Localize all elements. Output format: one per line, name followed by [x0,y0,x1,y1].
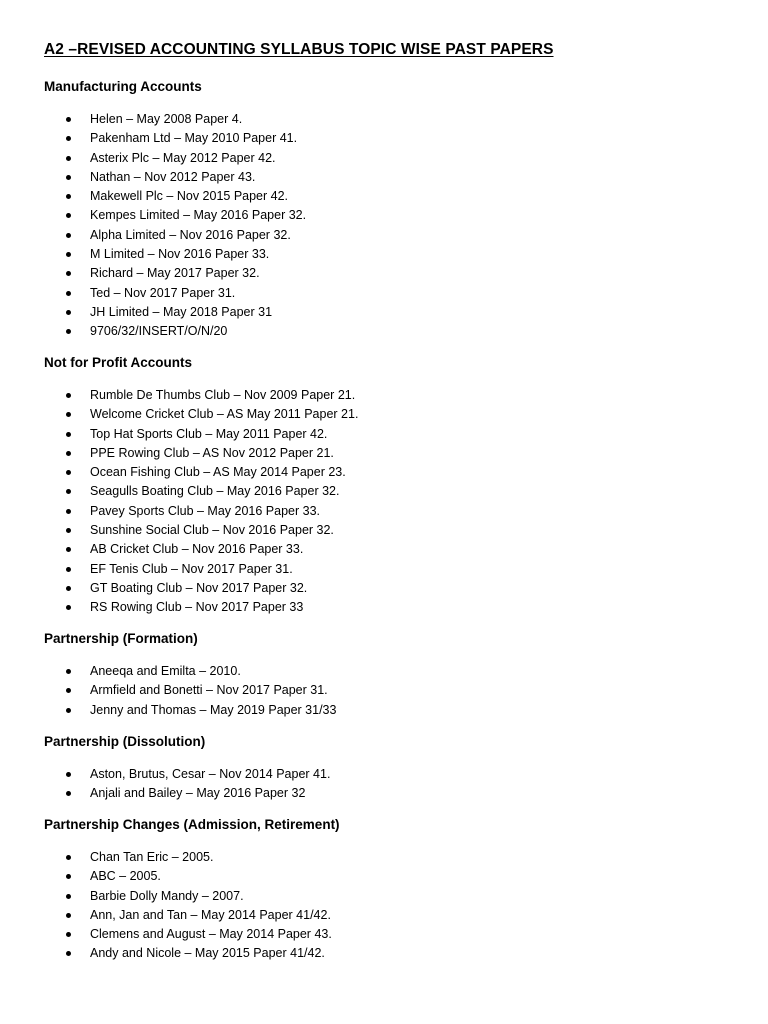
list-item-text: Anjali and Bailey – May 2016 Paper 32 [90,786,306,801]
bullet-icon [66,528,71,533]
bullet-icon [66,194,71,199]
list-item-text: ABC – 2005. [90,869,161,884]
list-item-text: Armfield and Bonetti – Nov 2017 Paper 31. [90,683,328,698]
document-title: A2 –REVISED ACCOUNTING SYLLABUS TOPIC WISE PAST PAPERS [44,41,554,58]
bullet-icon [66,117,71,122]
bullet-icon [66,951,71,956]
list-item-text: Sunshine Social Club – Nov 2016 Paper 32. [90,523,334,538]
bullet-icon [66,605,71,610]
list-item-text: Welcome Cricket Club – AS May 2011 Paper 21. [90,407,359,422]
list-item-text: Rumble De Thumbs Club – Nov 2009 Paper 21. [90,388,356,402]
bullet-icon [66,156,71,161]
bullet-icon [66,669,71,674]
list-item-text: Alpha Limited – Nov 2016 Paper 32. [90,227,291,242]
bullet-icon [66,451,71,456]
bullet-icon [66,213,71,218]
bullet-icon [66,547,71,552]
list-item-text: Seagulls Boating Club – May 2016 Paper 32. [90,484,340,499]
bullet-icon [66,175,71,180]
bullet-icon [66,329,71,334]
bullet-icon [66,586,71,591]
bullet-icon [66,567,71,572]
bullet-icon [66,708,71,713]
bullet-icon [66,791,71,796]
list-item-text: GT Boating Club – Nov 2017 Paper 32. [90,580,308,595]
bullet-icon [66,913,71,918]
bullet-icon [66,252,71,257]
list-item-text: JH Limited – May 2018 Paper 31 [90,304,273,319]
section-heading: Not for Profit Accounts [44,355,192,370]
bullet-icon [66,509,71,514]
list-item-text: Ann, Jan and Tan – May 2014 Paper 41/42. [90,907,331,922]
list-item-text: Jenny and Thomas – May 2019 Paper 31/33 [90,702,337,717]
list-item-text: Aston, Brutus, Cesar – Nov 2014 Paper 41. [90,767,331,781]
list-item-text: Pakenham Ltd – May 2010 Paper 41. [90,131,298,146]
bullet-icon [66,470,71,475]
list-item-text: AB Cricket Club – Nov 2016 Paper 33. [90,542,304,557]
list-item-text: Kempes Limited – May 2016 Paper 32. [90,208,307,223]
list-item-text: Ted – Nov 2017 Paper 31. [90,285,236,300]
list-item-text: Clemens and August – May 2014 Paper 43. [90,927,332,942]
list-item-text: Helen – May 2008 Paper 4. [90,112,243,126]
bullet-icon [66,489,71,494]
bullet-icon [66,271,71,276]
list-item-text: Andy and Nicole – May 2015 Paper 41/42. [90,946,325,961]
list-item-text: Aneeqa and Emilta – 2010. [90,664,241,678]
list-item-text: PPE Rowing Club – AS Nov 2012 Paper 21. [90,445,334,460]
bullet-icon [66,688,71,693]
bullet-icon [66,393,71,398]
bullet-icon [66,894,71,899]
section-heading: Partnership Changes (Admission, Retirement) [44,817,340,832]
list-item-text: Top Hat Sports Club – May 2011 Paper 42. [90,426,328,441]
bullet-icon [66,855,71,860]
bullet-icon [66,932,71,937]
section-heading: Partnership (Dissolution) [44,734,206,749]
bullet-icon [66,874,71,879]
bullet-icon [66,291,71,296]
bullet-icon [66,233,71,238]
list-item-text: Asterix Plc – May 2012 Paper 42. [90,150,276,165]
list-item-text: Pavey Sports Club – May 2016 Paper 33. [90,503,320,518]
list-item-text: EF Tenis Club – Nov 2017 Paper 31. [90,561,293,576]
list-item-text: 9706/32/INSERT/O/N/20 [90,324,228,339]
list-item-text: Richard – May 2017 Paper 32. [90,266,260,281]
section-heading: Manufacturing Accounts [44,79,202,94]
bullet-icon [66,432,71,437]
list-item-text: Makewell Plc – Nov 2015 Paper 42. [90,189,289,204]
section-heading: Partnership (Formation) [44,631,198,646]
list-item-text: Nathan – Nov 2012 Paper 43. [90,169,256,184]
list-item-text: M Limited – Nov 2016 Paper 33. [90,247,270,262]
bullet-icon [66,310,71,315]
list-item-text: Chan Tan Eric – 2005. [90,850,214,864]
bullet-icon [66,412,71,417]
list-item-text: Ocean Fishing Club – AS May 2014 Paper 23. [90,465,346,480]
list-item-text: RS Rowing Club – Nov 2017 Paper 33 [90,600,304,615]
list-item-text: Barbie Dolly Mandy – 2007. [90,888,244,903]
bullet-icon [66,136,71,141]
bullet-icon [66,772,71,777]
